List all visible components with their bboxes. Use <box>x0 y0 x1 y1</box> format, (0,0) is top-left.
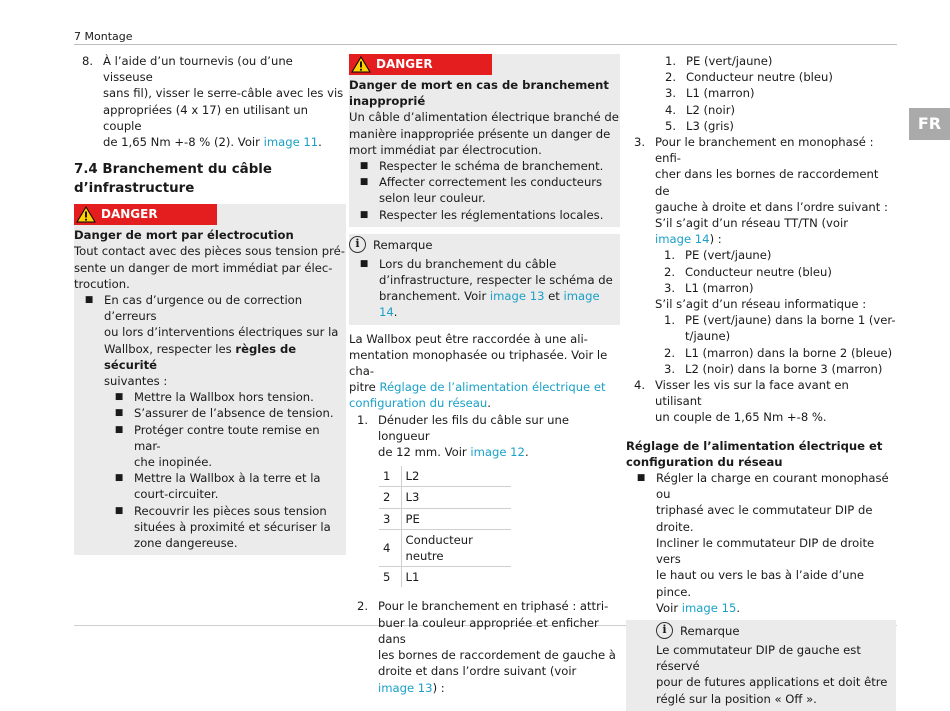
list-item: 2. L1 (marron) dans la borne 2 (bleue) <box>663 345 893 360</box>
bullet-icon: ■ <box>114 392 124 403</box>
triphase-list <box>626 53 896 134</box>
subsection-title: Réglage de l’alimentation électrique et configuration du réseau <box>626 438 883 469</box>
bullet-icon: ■ <box>359 177 369 188</box>
bullet-icon: ■ <box>84 295 94 306</box>
note-box: i Remarque Le commutateur DIP de gauche est réservé pour de futures applications et doit être réglé sur la position « Off ». <box>626 620 896 711</box>
chapter-title: 7 Montage <box>74 30 133 43</box>
danger-box: DANGER Danger de mort en cas de branchement inapproprié Un câble d’alimentation électrique branché de manière inappropriée présente un danger de mort immédiat par électrocution. ■ Respecter le schéma de branchement. ■ Affecter correctement les conducteurs selon leur couleur. ■ Respecter les réglementations locales. <box>349 54 620 227</box>
image-13-link[interactable]: image 13 <box>378 680 433 695</box>
list-item: ■ Mettre la Wallbox à la terre et la court-circuiter. <box>104 470 346 502</box>
chapter-link-cont[interactable]: configuration du réseau <box>349 396 488 411</box>
list-item: 3. L2 (noir) dans la borne 3 (marron) <box>663 361 883 376</box>
tt-list <box>655 247 896 296</box>
list-item: 1. PE (vert/jaune) dans la borne 1 (ver- t/jaune) <box>663 313 896 344</box>
bullet-icon: ■ <box>114 473 124 484</box>
column-middle <box>349 54 620 696</box>
bullet-icon: ■ <box>114 408 124 419</box>
bullet-icon: ■ <box>636 473 646 484</box>
table-row: 3 PE <box>379 508 511 529</box>
list-item: ■ Protéger contre toute remise en mar- che inopinée. <box>104 422 346 471</box>
image-12-link[interactable]: image 12 <box>470 445 525 460</box>
language-tab: FR <box>909 108 950 140</box>
bullet-icon: ■ <box>359 258 369 269</box>
section-title: 7.4 Branchement du câble d’infrastructure <box>74 162 272 197</box>
warning-icon <box>351 56 371 73</box>
image-14-link[interactable]: image 14 <box>655 232 710 247</box>
image-13-link[interactable]: image 13 <box>489 289 545 304</box>
danger-banner: DANGER <box>349 54 492 75</box>
list-item: ■ Régler la charge en courant monophasé ou triphasé avec le commutateur DIP de droite. Incliner le commutateur DIP de droite vers le haut ou vers le bas à l’aide d’une pince. Voir image 15. <box>626 470 896 616</box>
danger-banner: DANGER <box>74 204 217 225</box>
info-icon: i <box>656 622 673 639</box>
conductor-table <box>379 466 511 587</box>
list-item: ■ Respecter le schéma de branchement. <box>349 158 620 174</box>
list-item: 1. PE (vert/jaune) <box>664 54 773 68</box>
list-item: ■ Lors du branchement du câble d’infrastructure, respecter le schéma de branchement. Voir image 13 et image 14. <box>349 256 620 321</box>
column-left <box>74 53 346 555</box>
list-item: ■ S’assurer de l’absence de tension. <box>104 405 346 421</box>
step-2: 2. Pour le branchement en triphasé : attri- buer la couleur appropriée et enficher dans les bornes de raccordement de gauche à droite et dans l’ordre suivant (voir image 13) : <box>356 599 616 695</box>
list-item: 2. Conducteur neutre (bleu) <box>663 264 832 279</box>
list-item: ■ Respecter les réglementations locales. <box>349 207 620 223</box>
list-item: 2. Conducteur neutre (bleu) <box>664 70 833 85</box>
table-row: 1 L2 <box>379 466 511 487</box>
step-1: 1. Dénuder les fils du câble sur une longueur de 12 mm. Voir image 12. <box>356 412 569 460</box>
danger-title: Danger de mort en cas de branchement inapproprié <box>349 78 609 109</box>
it-list <box>655 312 896 377</box>
list-item: 3. L1 (marron) <box>664 86 755 101</box>
list-item: ■ Affecter correctement les conducteurs selon leur couleur. <box>349 174 620 206</box>
list-item: 5. L3 (gris) <box>664 118 734 133</box>
page-header <box>74 29 897 45</box>
list-item: 1. PE (vert/jaune) <box>663 248 772 263</box>
table-row: 4 Conducteur neutre <box>379 529 511 566</box>
bullet-icon: ■ <box>359 161 369 172</box>
list-item: ■ Recouvrir les pièces sous tension situées à proximité et sécuriser la zone dangereuse. <box>104 503 346 552</box>
step-3: 3. Pour le branchement en monophasé : enfi- cher dans les bornes de raccordement de gauche à droite et dans l’ordre suivant : S’il s’agit d’un réseau TT/TN (voir image 14) : 1. PE (vert/jaune) 2. Conducteur neutre (bleu) 3. L1 (marron) S’il s’agit d’un réseau informatique : 1. PE (vert/jaune) dans la borne 1 (ver- t/jaune) 2. L1 (marron) dans la borne 2 (bleue) 3. L2 (noir) dans la borne 3 (marron) <box>633 135 896 376</box>
warning-icon <box>76 206 96 223</box>
step-4: 4. Visser les vis sur la face avant en utilisant un couple de 1,65 Nm +-8 %. <box>633 378 849 425</box>
danger-title: Danger de mort par électrocution <box>74 228 294 243</box>
bullet-icon: ■ <box>359 209 369 220</box>
note-box: i Remarque ■ Lors du branchement du câble d’infrastructure, respecter le schéma de branchement. Voir image 13 et image 14. <box>349 234 620 325</box>
table-row: 2 L3 <box>379 487 511 508</box>
info-icon: i <box>349 236 366 253</box>
table-row: 5 L1 <box>379 567 511 588</box>
bullet-icon: ■ <box>114 424 124 435</box>
danger-box: DANGER Danger de mort par électrocution Tout contact avec des pièces sous tension pré- sente un danger de mort immédiat par élec- trocution. ■ En cas d’urgence ou de correction d’erreurs ou lors d’interventions électriques sur la Wallbox, respecter les règles de sécurité suivantes : ■ Mettre la Wallbox hors tension. ■ S’assurer de l’absence de tension. ■ Protéger contre toute remise en mar- che inopinée. ■ Mettre la Wallbox à la terre et la court-circuiter. ■ Recouvrir les pièces sous tension situées à proximité et sécuriser la zone dangereuse. <box>74 204 346 555</box>
list-item: ■ Mettre la Wallbox hors tension. <box>104 389 346 405</box>
list-item: 3. L1 (marron) <box>663 280 754 295</box>
image-11-link[interactable]: image 11 <box>263 135 319 150</box>
image-15-link[interactable]: image 15 <box>681 600 737 615</box>
intro-paragraph: La Wallbox peut être raccordée à une ali- mentation monophasée ou triphasée. Voir le cha- pitre Réglage de l’alimentation électrique et configuration du réseau. <box>349 331 608 411</box>
column-right <box>626 53 896 711</box>
image-14-link[interactable]: image 14 <box>379 289 600 320</box>
list-item: ■ En cas d’urgence ou de correction d’erreurs ou lors d’interventions électriques sur la Wallbox, respecter les règles de sécurité suivantes : ■ Mettre la Wallbox hors tension. ■ S’assurer de l’absence de tension. ■ Protéger contre toute remise en mar- che inopinée. ■ Mettre la Wallbox à la terre et la court-circuiter. ■ Recouvrir les pièces sous tension situées à proximité et sécuriser la zone dangereuse. <box>74 292 346 551</box>
chapter-link[interactable]: Réglage de l’alimentation électrique et <box>379 380 606 395</box>
bullet-icon: ■ <box>114 505 124 516</box>
step-8: 8. À l’aide d’un tournevis (ou d’une visseuse sans fil), visser le serre-câble avec les vis appropriées (4 x 17) en utilisant un couple de 1,65 Nm +-8 % (2). Voir image 11. <box>81 54 344 150</box>
list-item: 4. L2 (noir) <box>664 102 735 117</box>
